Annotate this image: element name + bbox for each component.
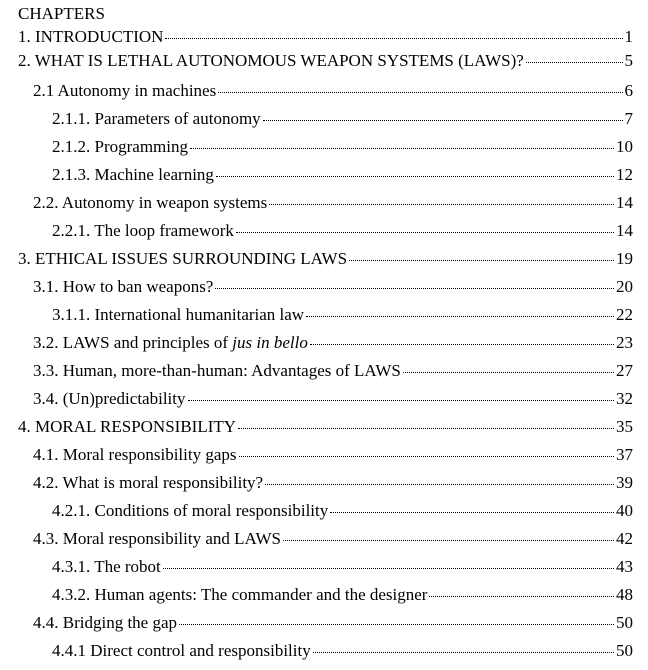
dot-leader	[218, 90, 622, 93]
toc-entry-label: 4.3.1. The robot	[52, 557, 161, 576]
toc-entry[interactable]	[0, 332, 648, 360]
toc-entry[interactable]	[0, 80, 648, 108]
toc-page-number: 50	[616, 641, 633, 660]
toc-entry-label: 4.3.2. Human agents: The commander and the designer	[52, 585, 428, 604]
dot-leader	[330, 510, 614, 513]
toc-entry-label: 3.4. (Un)predictability	[33, 389, 186, 408]
toc-page-number: 37	[616, 445, 633, 464]
toc-entry-label: 4. MORAL RESPONSIBILITY	[18, 417, 237, 436]
toc-entry[interactable]	[0, 108, 648, 136]
toc-entry-label: 2. WHAT IS LETHAL AUTONOMOUS WEAPON SYSTEMS (LAWS)?	[18, 51, 524, 70]
toc-page-number: 42	[616, 529, 633, 548]
toc-page-number: 1	[624, 27, 633, 46]
dot-leader	[190, 146, 614, 149]
dot-leader	[269, 202, 614, 205]
toc-entry-label: 2.1.2. Programming	[52, 137, 188, 156]
toc-page-number: 48	[616, 585, 633, 604]
dot-leader	[238, 426, 614, 429]
toc-entry-label: 2.1 Autonomy in machines	[33, 81, 217, 100]
toc-page-number: 7	[624, 109, 633, 128]
toc-entry-label-italic: jus in bello	[232, 333, 308, 352]
toc-entry[interactable]	[0, 444, 648, 472]
toc-entry[interactable]	[0, 612, 648, 640]
dot-leader	[265, 482, 614, 485]
toc-entry[interactable]	[0, 50, 648, 80]
toc-page-number: 19	[616, 249, 633, 268]
toc-page-number: 12	[616, 165, 633, 184]
table-of-contents	[0, 26, 648, 668]
dot-leader	[403, 370, 614, 373]
toc-entry-label: 3.1. How to ban weapons?	[33, 277, 214, 296]
toc-page-number: 50	[616, 613, 633, 632]
toc-entry[interactable]	[0, 248, 648, 276]
toc-entry[interactable]	[0, 640, 648, 668]
toc-entry[interactable]	[0, 220, 648, 248]
toc-entry-label: 3.1.1. International humanitarian law	[52, 305, 305, 324]
toc-heading: CHAPTERS	[18, 4, 105, 23]
dot-leader	[179, 622, 614, 625]
dot-leader	[215, 286, 614, 289]
toc-entry[interactable]	[0, 136, 648, 164]
dot-leader	[165, 36, 622, 39]
toc-entry-label	[33, 332, 308, 354]
dot-leader	[310, 342, 614, 345]
toc-entry-label: 2.1.3. Machine learning	[52, 165, 214, 184]
toc-page-number: 40	[616, 501, 633, 520]
toc-page-number: 35	[616, 417, 633, 436]
toc-entry[interactable]	[0, 556, 648, 584]
toc-entry-label: 2.1.1. Parameters of autonomy	[52, 109, 261, 128]
toc-entry-label: 4.4.1 Direct control and responsibility	[52, 641, 311, 660]
toc-entry-label: 4.4. Bridging the gap	[33, 613, 178, 632]
toc-entry-label: 4.2. What is moral responsibility?	[33, 473, 264, 492]
toc-page-number: 14	[616, 221, 633, 240]
dot-leader	[283, 538, 614, 541]
toc-page-number: 6	[624, 81, 633, 100]
dot-leader	[163, 566, 614, 569]
toc-page-number: 39	[616, 473, 633, 492]
toc-entry[interactable]	[0, 500, 648, 528]
toc-entry[interactable]	[0, 416, 648, 444]
toc-page-number: 23	[616, 333, 633, 352]
toc-entry-label-prefix: 3.2. LAWS and principles of	[33, 333, 233, 352]
toc-entry-label: 2.2.1. The loop framework	[52, 221, 234, 240]
dot-leader	[306, 314, 614, 317]
dot-leader	[349, 258, 614, 261]
toc-page-number: 20	[616, 277, 633, 296]
dot-leader	[263, 118, 623, 121]
dot-leader	[429, 594, 614, 597]
toc-page-number: 10	[616, 137, 633, 156]
toc-entry[interactable]	[0, 528, 648, 556]
toc-entry[interactable]	[0, 192, 648, 220]
toc-page-number: 27	[616, 361, 633, 380]
dot-leader	[239, 454, 614, 457]
dot-leader	[236, 230, 614, 233]
toc-entry[interactable]	[0, 304, 648, 332]
dot-leader	[313, 650, 614, 653]
toc-entry-label: 3. ETHICAL ISSUES SURROUNDING LAWS	[18, 249, 348, 268]
toc-entry-label: 1. INTRODUCTION	[18, 27, 164, 46]
toc-page-number: 22	[616, 305, 633, 324]
toc-entry[interactable]	[0, 26, 648, 50]
toc-page-number: 14	[616, 193, 633, 212]
toc-entry-label: 4.3. Moral responsibility and LAWS	[33, 529, 281, 548]
toc-entry[interactable]	[0, 388, 648, 416]
toc-entry[interactable]	[0, 276, 648, 304]
dot-leader	[188, 398, 615, 401]
toc-entry-label: 2.2. Autonomy in weapon systems	[33, 193, 268, 212]
dot-leader	[526, 60, 623, 63]
toc-entry[interactable]	[0, 360, 648, 388]
toc-entry-label: 3.3. Human, more-than-human: Advantages of LAWS	[33, 361, 401, 380]
toc-page-number: 5	[624, 51, 633, 70]
toc-entry[interactable]	[0, 472, 648, 500]
toc-page-number: 43	[616, 557, 633, 576]
toc-entry-label: 4.1. Moral responsibility gaps	[33, 445, 237, 464]
toc-entry-label: 4.2.1. Conditions of moral responsibility	[52, 501, 329, 520]
toc-entry[interactable]	[0, 584, 648, 612]
dot-leader	[216, 174, 614, 177]
toc-page-number: 32	[616, 389, 633, 408]
toc-entry[interactable]	[0, 164, 648, 192]
